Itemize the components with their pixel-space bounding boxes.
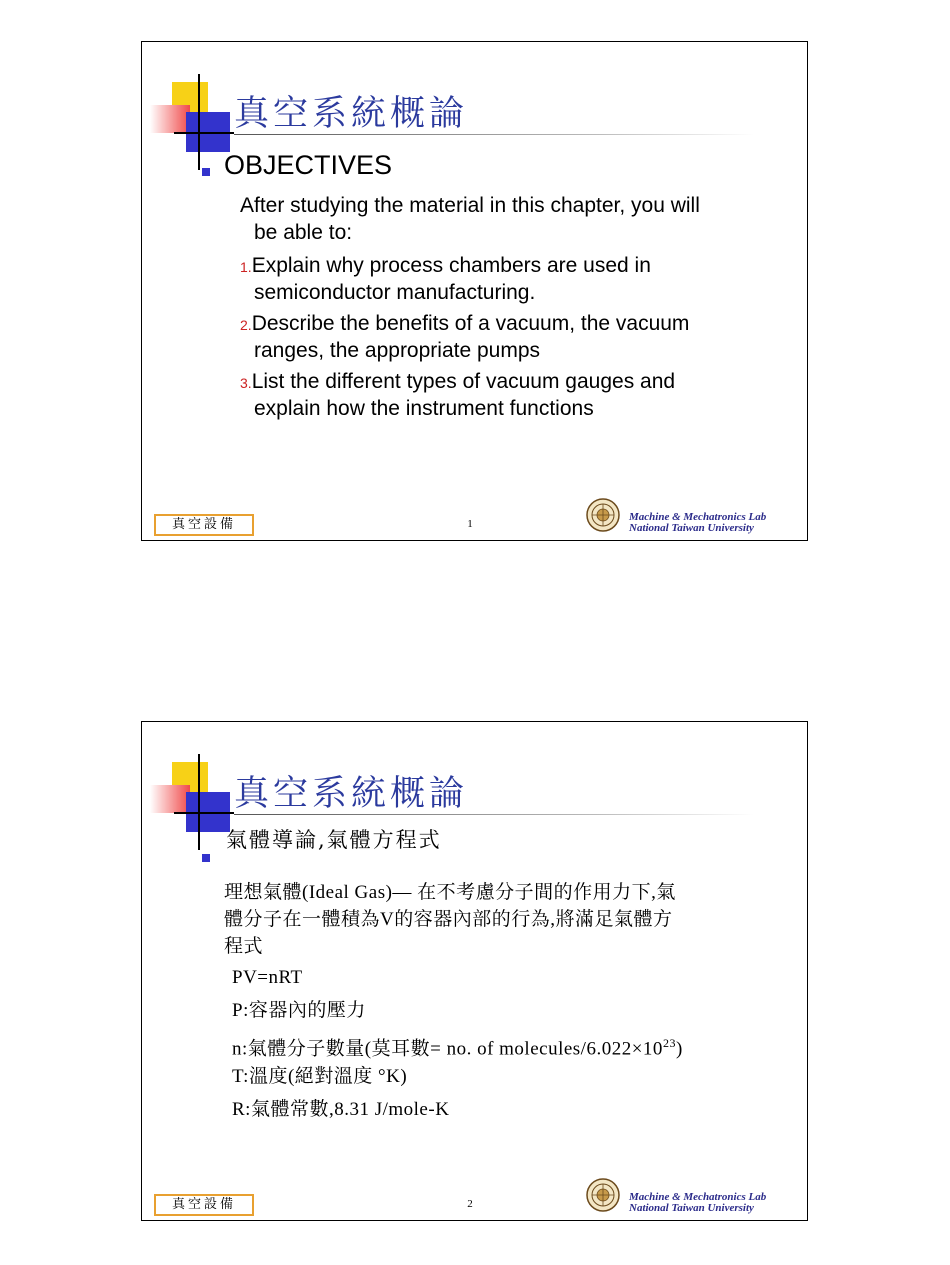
slide-2	[141, 721, 808, 1221]
intro-line-2: be able to:	[254, 221, 353, 244]
item-text: Explain why process chambers are used in	[251, 254, 651, 277]
red-gradient-block	[150, 785, 190, 813]
item-number: 3.	[240, 375, 252, 391]
page-number: 1	[467, 518, 473, 530]
title-rule	[234, 814, 754, 815]
slide-1	[141, 41, 808, 541]
definition-r: R:氣體常數,8.31 J/mole-K	[232, 1099, 450, 1120]
university-seal-icon	[586, 1178, 620, 1212]
gas-intro-heading: 氣體導論,氣體方程式	[226, 828, 442, 852]
intro-line-1: After studying the material in this chapter, you will	[240, 194, 700, 217]
red-gradient-block	[150, 105, 190, 133]
objective-item-3	[240, 368, 675, 397]
item-number: 1.	[240, 259, 252, 275]
objective-item-1-cont: semiconductor manufacturing.	[254, 281, 536, 304]
objective-item-2-cont: ranges, the appropriate pumps	[254, 339, 541, 362]
vertical-line	[198, 74, 200, 170]
title-decoration	[142, 42, 242, 152]
definition-t: T:溫度(絕對溫度 °K)	[232, 1066, 408, 1087]
lab-name-line-1: Machine & Mechatronics Lab	[629, 1191, 767, 1203]
horizontal-line	[174, 812, 234, 814]
page-number: 2	[467, 1198, 473, 1210]
definition-p: P:容器內的壓力	[232, 1000, 366, 1021]
title-rule	[234, 134, 754, 135]
item-text: Describe the benefits of a vacuum, the vacuum	[251, 312, 690, 335]
lab-name-line-1: Machine & Mechatronics Lab	[629, 511, 767, 523]
paragraph-line-3: 程式	[224, 936, 264, 957]
lab-name-line-2: National Taiwan University	[629, 1202, 754, 1214]
lab-name-line-2: National Taiwan University	[629, 522, 754, 534]
definition-n	[232, 1031, 683, 1061]
objective-item-2	[240, 310, 689, 339]
exponent: 23	[662, 1036, 676, 1050]
definition-n-close: )	[675, 1038, 683, 1060]
definition-n-text: n:氣體分子數量(莫耳數= no. of molecules/6.022×10	[232, 1038, 663, 1060]
bullet-square-icon	[202, 168, 210, 176]
title-decoration	[142, 722, 242, 832]
footer-label: 真空設備	[154, 514, 254, 536]
lab-name	[629, 512, 766, 534]
university-seal-icon	[586, 498, 620, 532]
slide-title: 真空系統概論	[234, 94, 469, 134]
vertical-line	[198, 754, 200, 850]
item-text: List the different types of vacuum gauges and	[251, 370, 676, 393]
objective-item-1	[240, 252, 651, 281]
objective-item-3-cont: explain how the instrument functions	[254, 397, 594, 420]
equation-pv: PV=nRT	[232, 967, 303, 988]
footer-label: 真空設備	[154, 1194, 254, 1216]
objectives-heading: OBJECTIVES	[224, 150, 393, 180]
slide-title: 真空系統概論	[234, 774, 469, 814]
bullet-square-icon	[202, 854, 210, 862]
item-number: 2.	[240, 317, 252, 333]
lab-name	[629, 1192, 766, 1214]
horizontal-line	[174, 132, 234, 134]
paragraph-line-1: 理想氣體(Ideal Gas)— 在不考慮分子間的作用力下,氣	[224, 882, 676, 903]
paragraph-line-2: 體分子在一體積為V的容器內部的行為,將滿足氣體方	[224, 909, 673, 930]
